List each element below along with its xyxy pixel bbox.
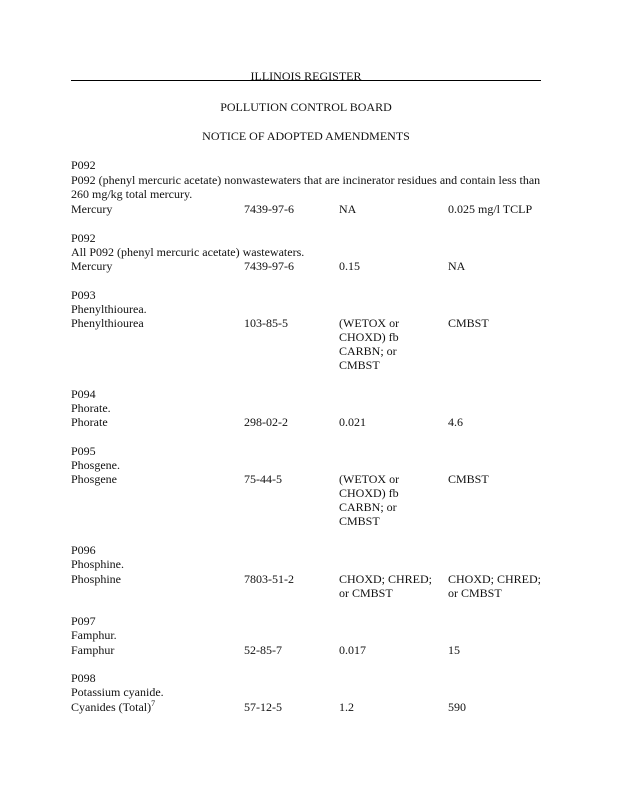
nonwastewater-standard: CMBST (448, 472, 489, 486)
nonwastewater-standard: CMBST (448, 316, 489, 330)
notice-title: NOTICE OF ADOPTED AMENDMENTS (202, 129, 410, 143)
constituent: Mercury (71, 259, 113, 273)
wastewater-standard: CHOXD; CHRED; (339, 572, 433, 586)
constituent: Phenylthiourea (71, 316, 144, 330)
wastewater-standard: CMBST (339, 514, 380, 528)
nonwastewater-standard: NA (448, 259, 466, 273)
nonwastewater-standard: 0.025 mg/l TCLP (448, 202, 533, 216)
cas-number: 7803-51-2 (244, 572, 294, 586)
wastewater-standard: 1.2 (339, 700, 354, 714)
waste-code: P093 (71, 288, 96, 302)
board-title: POLLUTION CONTROL BOARD (220, 100, 392, 114)
waste-description: Phosphine. (71, 557, 125, 571)
wastewater-standard: CARBN; or (339, 500, 397, 514)
wastewater-standard: CHOXD) fb (339, 330, 399, 344)
wastewater-standard: (WETOX or (339, 316, 400, 330)
waste-code: P096 (71, 543, 96, 557)
waste-description: Potassium cyanide. (71, 685, 164, 699)
constituent: Famphur (71, 643, 115, 657)
nonwastewater-standard: 590 (448, 700, 466, 714)
waste-description: 260 mg/kg total mercury. (71, 187, 193, 201)
cas-number: 52-85-7 (244, 643, 282, 657)
constituent: Phorate (71, 415, 108, 429)
waste-description: All P092 (phenyl mercuric acetate) wastewaters. (71, 245, 305, 259)
wastewater-standard: CARBN; or (339, 344, 397, 358)
wastewater-standard: (WETOX or (339, 472, 400, 486)
waste-code: P095 (71, 444, 96, 458)
waste-description: P092 (phenyl mercuric acetate) nonwastewaters that are incinerator residues and contain less than (71, 173, 541, 187)
cas-number: 57-12-5 (244, 700, 282, 714)
waste-code: P098 (71, 671, 96, 685)
nonwastewater-standard: 4.6 (448, 415, 463, 429)
register-title: ILLINOIS REGISTER (250, 69, 362, 83)
wastewater-standard: or CMBST (339, 586, 393, 600)
wastewater-standard: 0.15 (339, 259, 360, 273)
waste-description: Phenylthiourea. (71, 302, 147, 316)
waste-description: Phorate. (71, 401, 111, 415)
waste-code: P097 (71, 614, 96, 628)
constituent-name: Cyanides (Total) (71, 700, 152, 714)
nonwastewater-standard: 15 (448, 643, 460, 657)
cas-number: 103-85-5 (244, 316, 288, 330)
footnote-marker: 7 (151, 699, 156, 708)
waste-code: P092 (71, 231, 96, 245)
waste-description: Phosgene. (71, 458, 120, 472)
wastewater-standard: CHOXD) fb (339, 486, 399, 500)
cas-number: 298-02-2 (244, 415, 288, 429)
wastewater-standard: 0.021 (339, 415, 366, 429)
constituent: Mercury (71, 202, 113, 216)
nonwastewater-standard: CHOXD; CHRED; (448, 572, 542, 586)
header-rule (71, 80, 541, 81)
nonwastewater-standard: or CMBST (448, 586, 502, 600)
waste-code: P094 (71, 387, 96, 401)
waste-description: Famphur. (71, 628, 117, 642)
waste-code: P092 (71, 158, 96, 172)
constituent: Phosgene (71, 472, 117, 486)
constituent: Phosphine (71, 572, 122, 586)
cas-number: 7439-97-6 (244, 202, 294, 216)
cas-number: 7439-97-6 (244, 259, 294, 273)
constituent (71, 700, 155, 714)
wastewater-standard: NA (339, 202, 357, 216)
wastewater-standard: CMBST (339, 358, 380, 372)
wastewater-standard: 0.017 (339, 643, 366, 657)
cas-number: 75-44-5 (244, 472, 282, 486)
